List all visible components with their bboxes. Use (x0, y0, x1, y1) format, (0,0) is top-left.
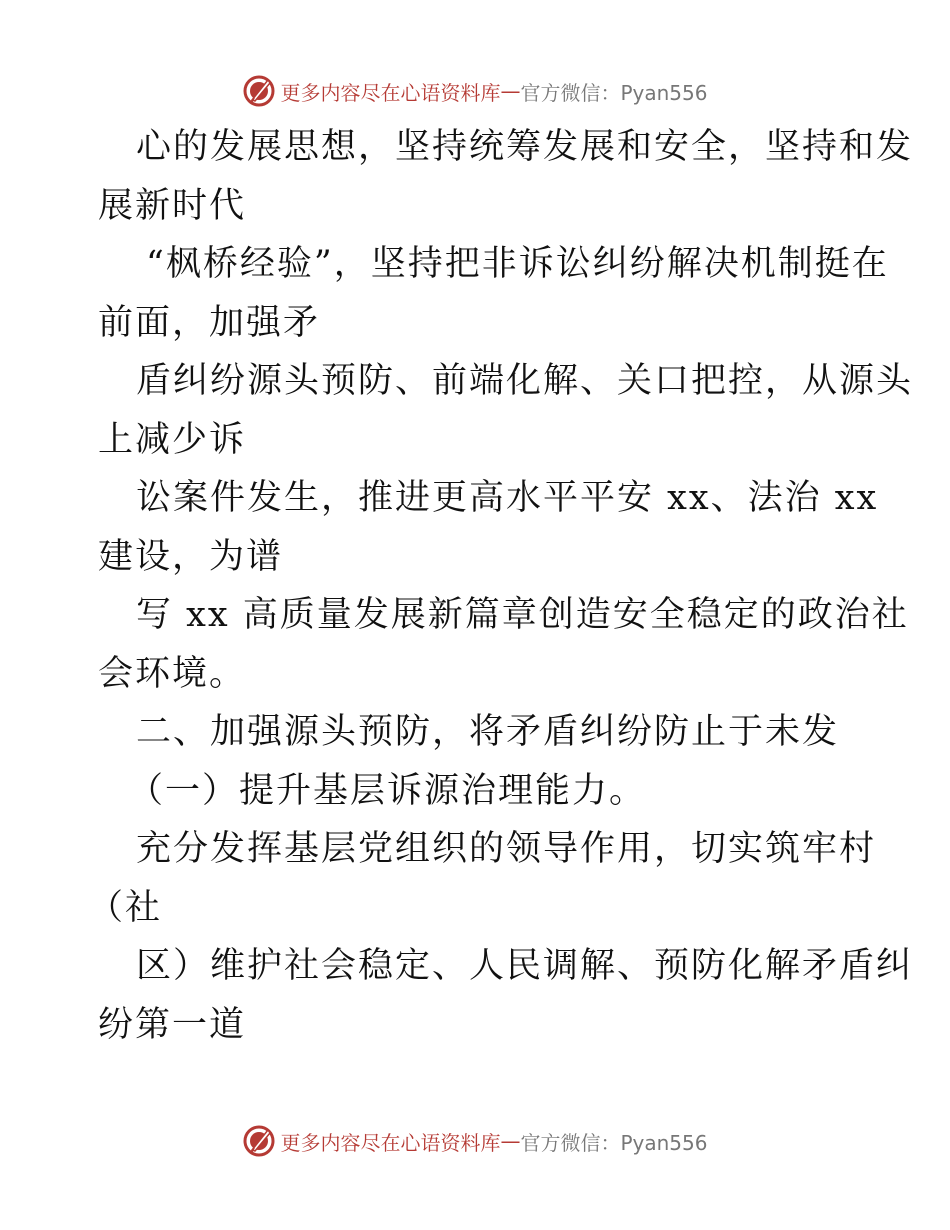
body-line: 前面，加强矛 (98, 302, 321, 343)
body-line: （社 (88, 887, 163, 928)
subsection-heading: （一）提升基层诉源治理能力。 (128, 770, 647, 811)
body-line: “枫桥经验”，坚持把非诉讼纠纷解决机制挺在 (146, 244, 889, 284)
quill-seal-icon (242, 74, 276, 108)
quill-seal-icon (242, 1124, 276, 1158)
body-line: 讼案件发生，推进更高水平平安 xx、法治 xx (136, 478, 879, 518)
body-line: 心的发展思想，坚持统筹发展和安全，坚持和发 (136, 127, 914, 167)
watermark-separator: — (500, 79, 521, 103)
watermark-separator: — (500, 1129, 521, 1153)
watermark-brand-text: 更多内容尽在心语资料库 (280, 80, 501, 105)
body-line: 充分发挥基层党组织的领导作用，切实筑牢村 (136, 829, 877, 869)
watermark-contact-text: 官方微信：Pyan556 (520, 1130, 708, 1155)
body-line: 盾纠纷源头预防、前端化解、关口把控，从源头 (136, 361, 914, 401)
body-line: 建设，为谱 (98, 536, 284, 577)
watermark-brand-text: 更多内容尽在心语资料库 (280, 1130, 501, 1155)
body-line: 纷第一道 (98, 1004, 247, 1045)
watermark-contact-text: 官方微信：Pyan556 (520, 80, 708, 105)
header-watermark (0, 71, 950, 111)
document-body (88, 118, 914, 1054)
body-line: 写 xx 高质量发展新篇章创造安全稳定的政治社 (136, 595, 909, 635)
body-line: 上减少诉 (98, 419, 247, 460)
body-line: 展新时代 (98, 185, 247, 226)
footer-watermark (0, 1121, 950, 1161)
body-line: 会环境。 (98, 653, 247, 694)
body-line: 区）维护社会稳定、人民调解、预防化解矛盾纠 (136, 946, 914, 986)
section-heading: 二、加强源头预防，将矛盾纠纷防止于未发 (136, 712, 840, 752)
